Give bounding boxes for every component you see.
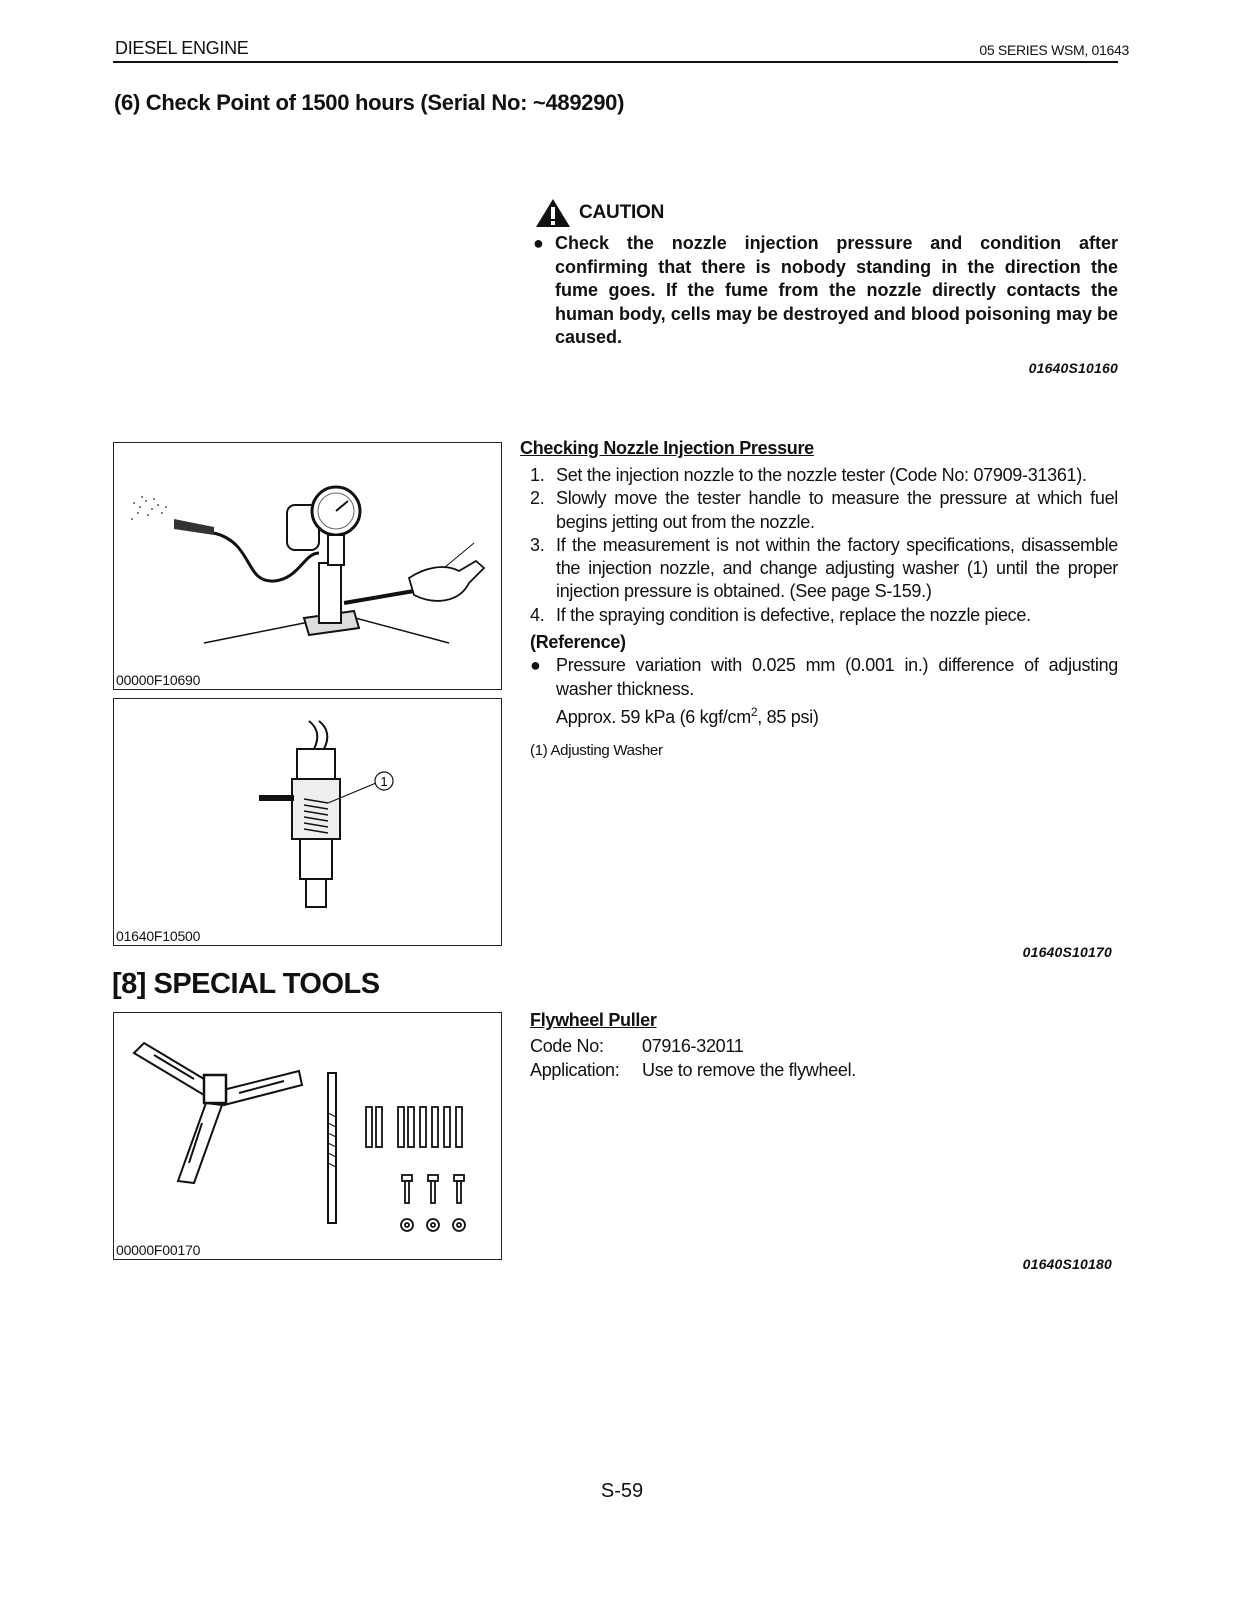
reference-text: Pressure variation with 0.025 mm (0.001 in.) difference of adjusting washer thickness. xyxy=(556,655,1118,699)
special-tools-ref xyxy=(1023,1256,1112,1274)
step-text: If the measurement is not within the factory specifications, disassemble the injection nozzle, and change adjusting washer (1) until the proper injection pressure is obtained. (See page S-159.) xyxy=(556,534,1118,602)
warning-triangle-icon xyxy=(535,198,571,228)
step-number: 3. xyxy=(530,534,545,555)
approx-prefix: Approx. 59 kPa (6 kgf/cm xyxy=(556,706,751,727)
nozzle-check-ref-code: 01640S10170 xyxy=(1022,944,1112,960)
nozzle-check-steps xyxy=(530,464,1118,763)
approx-suffix: , 85 psi) xyxy=(757,706,819,727)
flywheel-puller-illustration xyxy=(114,1013,500,1258)
header-divider xyxy=(113,61,1118,63)
step-item xyxy=(530,464,1118,487)
step-text: If the spraying condition is defective, replace the nozzle piece. xyxy=(556,604,1031,625)
figure-code: 01640F10500 xyxy=(116,928,201,944)
tool-code-value: 07916-32011 xyxy=(642,1036,744,1056)
callout-number: 1 xyxy=(380,774,388,789)
section-title: (6) Check Point of 1500 hours (Serial No: ~489290) xyxy=(114,90,625,115)
step-text: Set the injection nozzle to the nozzle tester (Code No: 07909-31361). xyxy=(556,465,1087,485)
bullet-icon: ● xyxy=(530,655,541,676)
nozzle-check-ref xyxy=(1023,944,1112,962)
step-item xyxy=(530,487,1118,534)
nozzle-check-heading xyxy=(520,438,814,459)
header-section-name: DIESEL ENGINE xyxy=(115,38,249,58)
tool-code-label: Code No: xyxy=(530,1036,604,1056)
page-number: S-59 xyxy=(600,1480,644,1502)
reference-label: (Reference) xyxy=(530,632,626,653)
step-item xyxy=(530,604,1118,627)
reference-item xyxy=(530,654,1118,701)
tool-application-row xyxy=(530,1058,1110,1082)
step-item xyxy=(530,534,1118,604)
nozzle-check-heading-text: Checking Nozzle Injection Pressure xyxy=(520,438,814,458)
step-text: Slowly move the tester handle to measure the pressure at which fuel begins jetting out from the nozzle. xyxy=(556,488,1118,532)
figure-flywheel-puller xyxy=(113,1012,502,1260)
caution-ref-code: 01640S10160 xyxy=(1028,359,1118,376)
nozzle-section-illustration xyxy=(114,699,500,944)
caution-block xyxy=(533,232,1118,380)
special-tools-ref-code: 01640S10180 xyxy=(1022,1256,1112,1272)
figure-code: 00000F00170 xyxy=(116,1242,201,1258)
bullet-icon: ● xyxy=(533,233,544,253)
step-number: 1. xyxy=(530,465,545,485)
tool-application-label: Application: xyxy=(530,1060,620,1080)
special-tools-title: [8] SPECIAL TOOLS xyxy=(112,968,380,1000)
nozzle-tester-illustration xyxy=(114,443,500,688)
tool-name: Flywheel Puller xyxy=(530,1010,657,1030)
header-manual-id: 05 SERIES WSM, 01643 xyxy=(979,42,1129,58)
caution-label: CAUTION xyxy=(579,202,665,223)
step-number: 2. xyxy=(530,488,545,509)
tool-code-row xyxy=(530,1034,1110,1058)
approx-value xyxy=(530,701,1118,729)
figure-nozzle-tester xyxy=(113,442,502,690)
part-label: (1) Adjusting Washer xyxy=(530,742,663,760)
approx-superscript: 2 xyxy=(750,704,758,719)
figure-nozzle-section xyxy=(113,698,502,946)
caution-header xyxy=(535,198,664,228)
caution-text: Check the nozzle injection pressure and condition after confirming that there is nobody standing in the direction the fume goes. If the fume from the nozzle directly contacts the human body, cells may be destroyed and blood poisoning may be caused. xyxy=(555,233,1118,347)
tool-info xyxy=(530,1008,1110,1082)
tool-application-value: Use to remove the flywheel. xyxy=(642,1060,856,1080)
figure-code: 00000F10690 xyxy=(116,672,201,688)
step-number: 4. xyxy=(530,604,545,625)
